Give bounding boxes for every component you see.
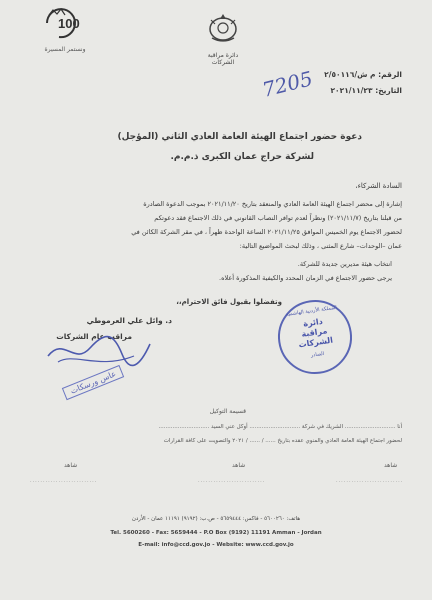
handwritten-number: 7205 (259, 66, 316, 102)
paragraph-line: إشارة إلى محضر اجتماع الهيئة العامة العادي والمنعقد بتاريخ ٢٠٢١/١١/٢٠ بموجب الدعوة الصادرة (143, 200, 402, 208)
logo-number: 100 (58, 16, 80, 31)
attendance-note: يرجى حضور الاجتماع في الزمان المحدد والكيفية المذكورة أعلاه. (219, 274, 392, 282)
proxy-form-line: لحضور اجتماع الهيئة العامة العادي والمنوي عقده بتاريخ ...... / ...... / ٢٠٢١ والتصويت على كافة القرارات (163, 438, 402, 444)
witness-dots: .......................... (30, 478, 98, 484)
signer-title: مراقب عام الشركات (56, 332, 132, 341)
crest-caption: دائرة مراقبة الشركات (207, 52, 239, 66)
stamp-line-1: دائرة (302, 316, 324, 329)
signer-name: د. وائل علي العرموطي (86, 316, 172, 325)
jordan-crest-emblem (203, 12, 243, 66)
logo-slogan: ونستمر المسيرة (44, 46, 86, 53)
handwritten-signature (44, 326, 154, 376)
document-date: التاريخ: ٢٠٢١/١١/٢٣ (330, 86, 402, 95)
proxy-form-heading: قسيمة التوكيل (209, 408, 246, 415)
agenda-item: انتخاب هيئة مديرين جديدة للشركة. (297, 260, 392, 268)
official-stamp (273, 295, 357, 379)
paragraph-line: من قبلنا بتاريخ (٢٠٢١/١١/٧) ونظراً لعدم توافر النصاب القانوني في ذلك الاجتماع فقد دعوتكم (154, 214, 402, 222)
stamp-line-3: الشركات (298, 335, 334, 350)
footer-contact-english: Tel. 5600260 - Fax: 5659444 - P.O Box (9192) 11191 Amman - Jordan (110, 530, 322, 536)
witness-label: شاهد (232, 462, 246, 469)
witness-label: شاهد (64, 462, 78, 469)
closing-line: وتفضلوا بقبول فائق الاحترام،، (176, 298, 282, 306)
footer-web-email: E-mail: info@ccd.gov.jo - Website: www.ccd.gov.jo (138, 542, 294, 548)
greeting: السادة الشركاء، (355, 182, 402, 190)
crest-icon (206, 12, 240, 46)
paragraph-line: لحضور الاجتماع يوم الخميس الموافق ٢٠٢١/١١/٢٥ الساعة الواحدة ظهراً ، في مقر الشركة الكائن في (131, 228, 402, 236)
approval-stamp: عاس ورسكات (62, 365, 125, 400)
centennial-logo (38, 6, 92, 53)
company-name: لشركة حراج عمان الكبرى ذ.م.م. (170, 152, 314, 162)
witness-dots: .......................... (336, 478, 404, 484)
stamp-bottom-text: الصادر (310, 350, 325, 359)
footer-contact-arabic: هاتف: ٥٦٠٠٢٦٠ - فاكس: ٥٦٥٩٤٤٤ - ص.ب: (٩١٩٢) ١١١٩١ عمان - الأردن (131, 516, 301, 522)
centennial-100-icon (39, 6, 91, 40)
stamp-ring-text: المملكة الأردنية الهاشمية (285, 304, 338, 318)
reference-number: الرقم: م ش/٢/٥٠١١٦ (324, 70, 402, 79)
witness-dots: .......................... (198, 478, 266, 484)
paragraph-line: عمان –الوحدات– شارع المثنى ، وذلك لبحث المواضيع التالية: (239, 242, 402, 250)
stamp-line-2: مراقبة (300, 326, 328, 339)
proxy-form-line: أنا ............................. الشريك في شركة ............................. أوكل عني السيد ............................. (158, 424, 402, 430)
document-title: دعوة حضور اجتماع الهيئة العامة العادي الثاني (المؤجل) (117, 132, 362, 142)
witness-label: شاهد (384, 462, 398, 469)
